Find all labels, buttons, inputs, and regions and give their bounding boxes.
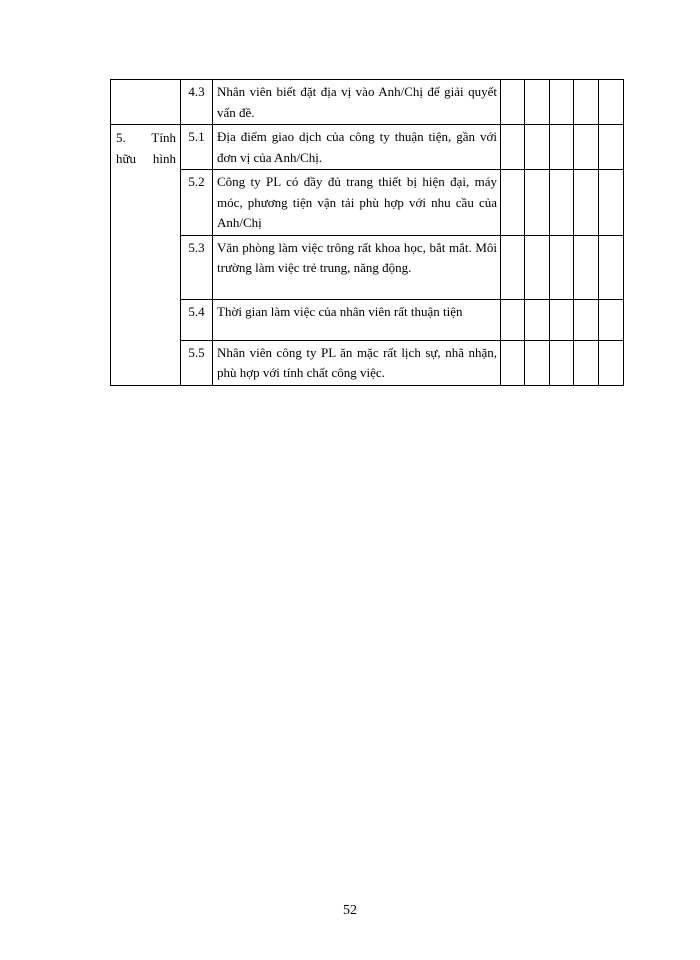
rating-cell-2[interactable] [525, 299, 550, 340]
rating-cell-4[interactable] [574, 170, 599, 236]
rating-cell-3[interactable] [550, 340, 574, 385]
table-row [111, 80, 624, 125]
rating-cell-5[interactable] [599, 340, 624, 385]
rating-cell-1[interactable] [501, 340, 525, 385]
rating-cell-3[interactable] [550, 170, 574, 236]
group-cell-empty [111, 80, 181, 125]
rating-cell-5[interactable] [599, 235, 624, 299]
rating-cell-2[interactable] [525, 125, 550, 170]
rating-cell-5[interactable] [599, 170, 624, 236]
table-row [111, 235, 624, 299]
table-row [111, 170, 624, 236]
table-row [111, 340, 624, 385]
item-statement-text: Địa điểm giao dịch của công ty thuận tiện, gần với đơn vị của Anh/Chị. [217, 129, 497, 165]
page-number: 52 [343, 903, 357, 918]
rating-cell-5[interactable] [599, 299, 624, 340]
item-statement-text: Nhân viên biết đặt địa vị vào Anh/Chị để giải quyết vấn đề. [217, 84, 497, 120]
group-label-cell [111, 125, 181, 386]
rating-cell-4[interactable] [574, 340, 599, 385]
rating-cell-3[interactable] [550, 80, 574, 125]
rating-cell-2[interactable] [525, 235, 550, 299]
rating-cell-1[interactable] [501, 125, 525, 170]
rating-cell-1[interactable] [501, 80, 525, 125]
rating-cell-1[interactable] [501, 170, 525, 236]
table-row [111, 299, 624, 340]
rating-cell-1[interactable] [501, 235, 525, 299]
survey-table [110, 79, 624, 386]
rating-cell-4[interactable] [574, 235, 599, 299]
rating-cell-3[interactable] [550, 235, 574, 299]
item-code: 5.3 [181, 235, 213, 299]
rating-cell-4[interactable] [574, 80, 599, 125]
rating-cell-4[interactable] [574, 299, 599, 340]
group-label: 5. Tính hữu hình [116, 130, 176, 166]
item-code: 5.5 [181, 340, 213, 385]
rating-cell-2[interactable] [525, 80, 550, 125]
item-statement [213, 80, 501, 125]
rating-cell-1[interactable] [501, 299, 525, 340]
rating-cell-3[interactable] [550, 125, 574, 170]
item-statement [213, 125, 501, 170]
item-statement [213, 170, 501, 236]
rating-cell-5[interactable] [599, 80, 624, 125]
item-code: 5.4 [181, 299, 213, 340]
rating-cell-3[interactable] [550, 299, 574, 340]
rating-cell-2[interactable] [525, 170, 550, 236]
rating-cell-4[interactable] [574, 125, 599, 170]
item-code: 4.3 [181, 80, 213, 125]
rating-cell-2[interactable] [525, 340, 550, 385]
item-code: 5.1 [181, 125, 213, 170]
item-statement-text: Thời gian làm việc của nhân viên rất thuận tiện [217, 303, 463, 319]
item-statement [213, 340, 501, 385]
item-statement-text: Nhân viên công ty PL ăn mặc rất lịch sự, nhã nhặn, phù hợp với tính chất công việc. [217, 344, 497, 380]
item-statement [213, 235, 501, 299]
rating-cell-5[interactable] [599, 125, 624, 170]
item-statement-text: Văn phòng làm việc trông rất khoa học, bắt mắt. Môi trường làm việc trẻ trung, năng động. [217, 239, 497, 275]
item-statement-text: Công ty PL có đầy đủ trang thiết bị hiện đại, máy móc, phương tiện vận tải phù hợp với nhu cầu của Anh/Chị [217, 174, 497, 230]
item-code: 5.2 [181, 170, 213, 236]
item-statement [213, 299, 501, 340]
table-row [111, 125, 624, 170]
